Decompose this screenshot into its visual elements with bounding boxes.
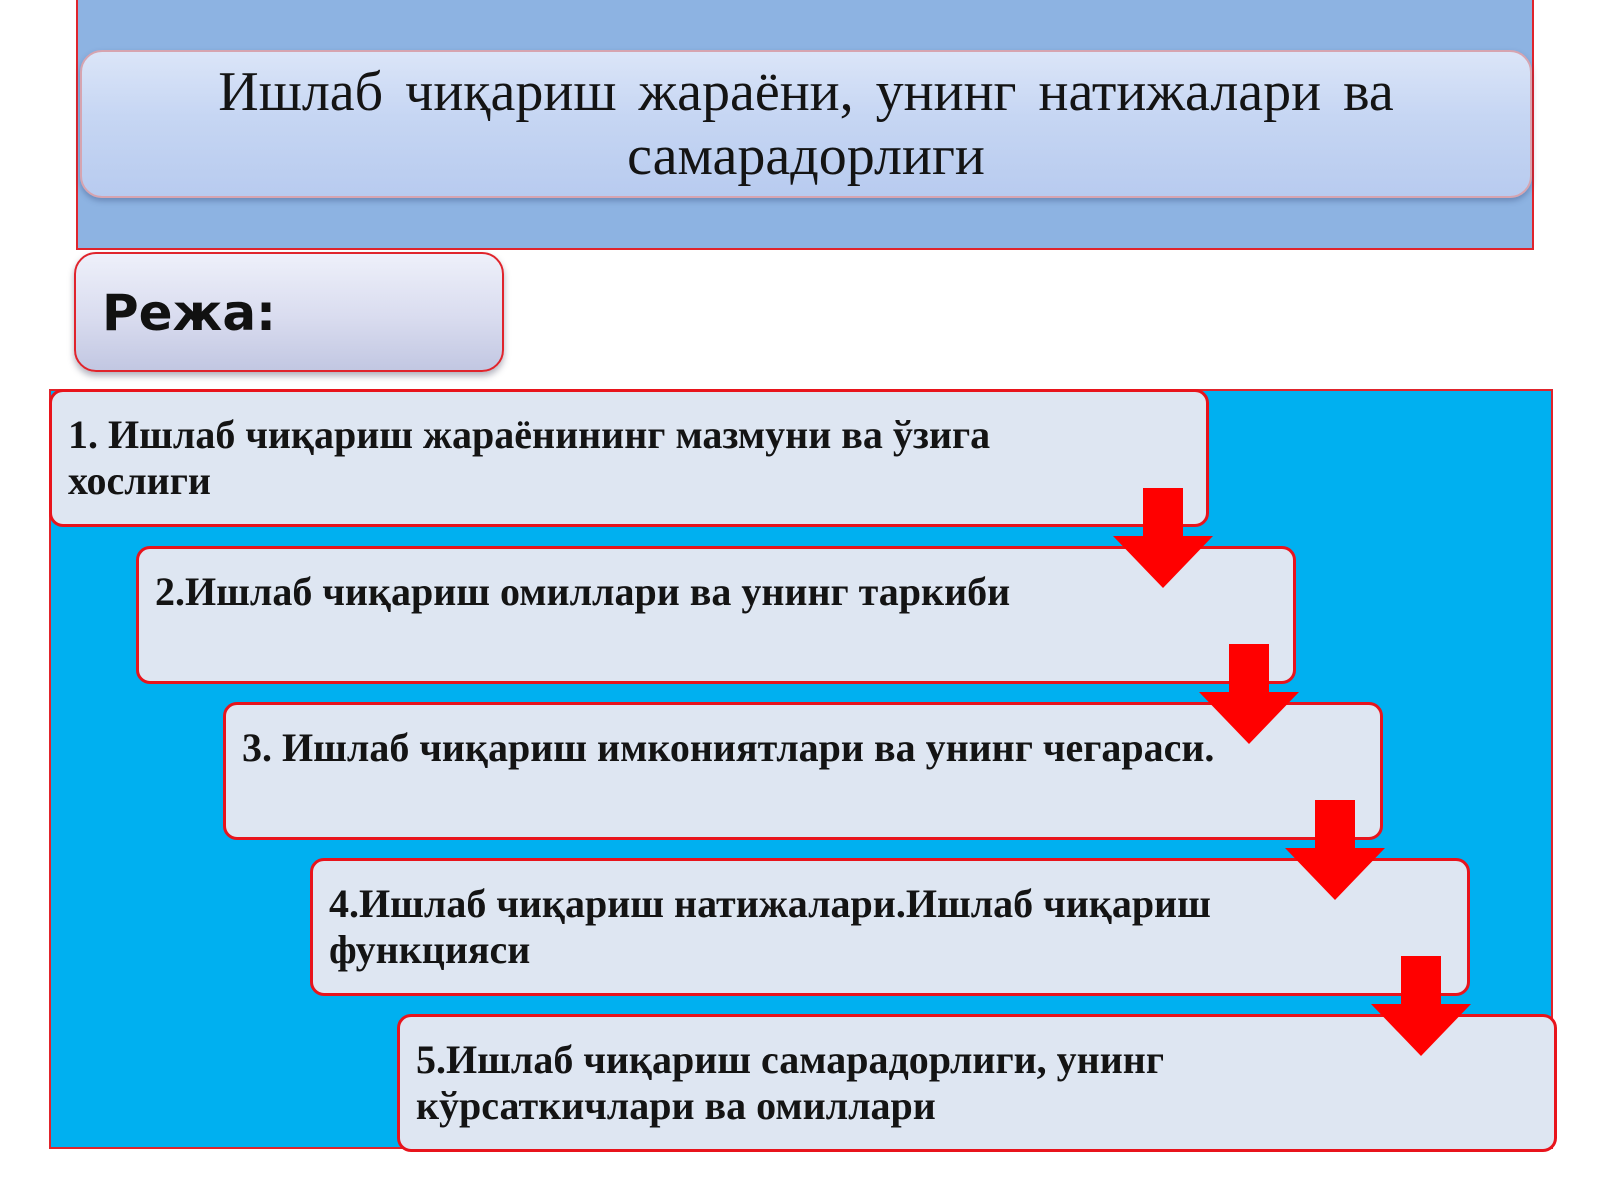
step-text-3: 3. Ишлаб чиқариш имкониятлари ва унинг чегараси.: [242, 725, 1215, 770]
step-text-2: 2.Ишлаб чиқариш омиллари ва унинг таркиби: [155, 569, 1011, 614]
arrow-down-icon: [1285, 800, 1385, 900]
arrow-down-icon: [1199, 644, 1299, 744]
step-text-5: 5.Ишлаб чиқариш самарадорлиги, унинг кўрсаткичлари ва омиллари: [416, 1037, 1164, 1128]
page-title: Ишлаб чиқариш жараёни, унинг натижалари ва самарадорлиги: [218, 61, 1394, 187]
plan-label-box: [74, 252, 504, 372]
step-text-1: 1. Ишлаб чиқариш жараёнининг мазмуни ва ўзига хослиги: [68, 412, 991, 503]
step-box-1: [49, 389, 1209, 527]
arrow-down-icon: [1371, 956, 1471, 1056]
arrow-down-icon: [1113, 488, 1213, 588]
title-box: [80, 50, 1532, 198]
step-text-4: 4.Ишлаб чиқариш натижалари.Ишлаб чиқариш функцияси: [329, 881, 1211, 972]
plan-label: Режа:: [102, 284, 277, 342]
